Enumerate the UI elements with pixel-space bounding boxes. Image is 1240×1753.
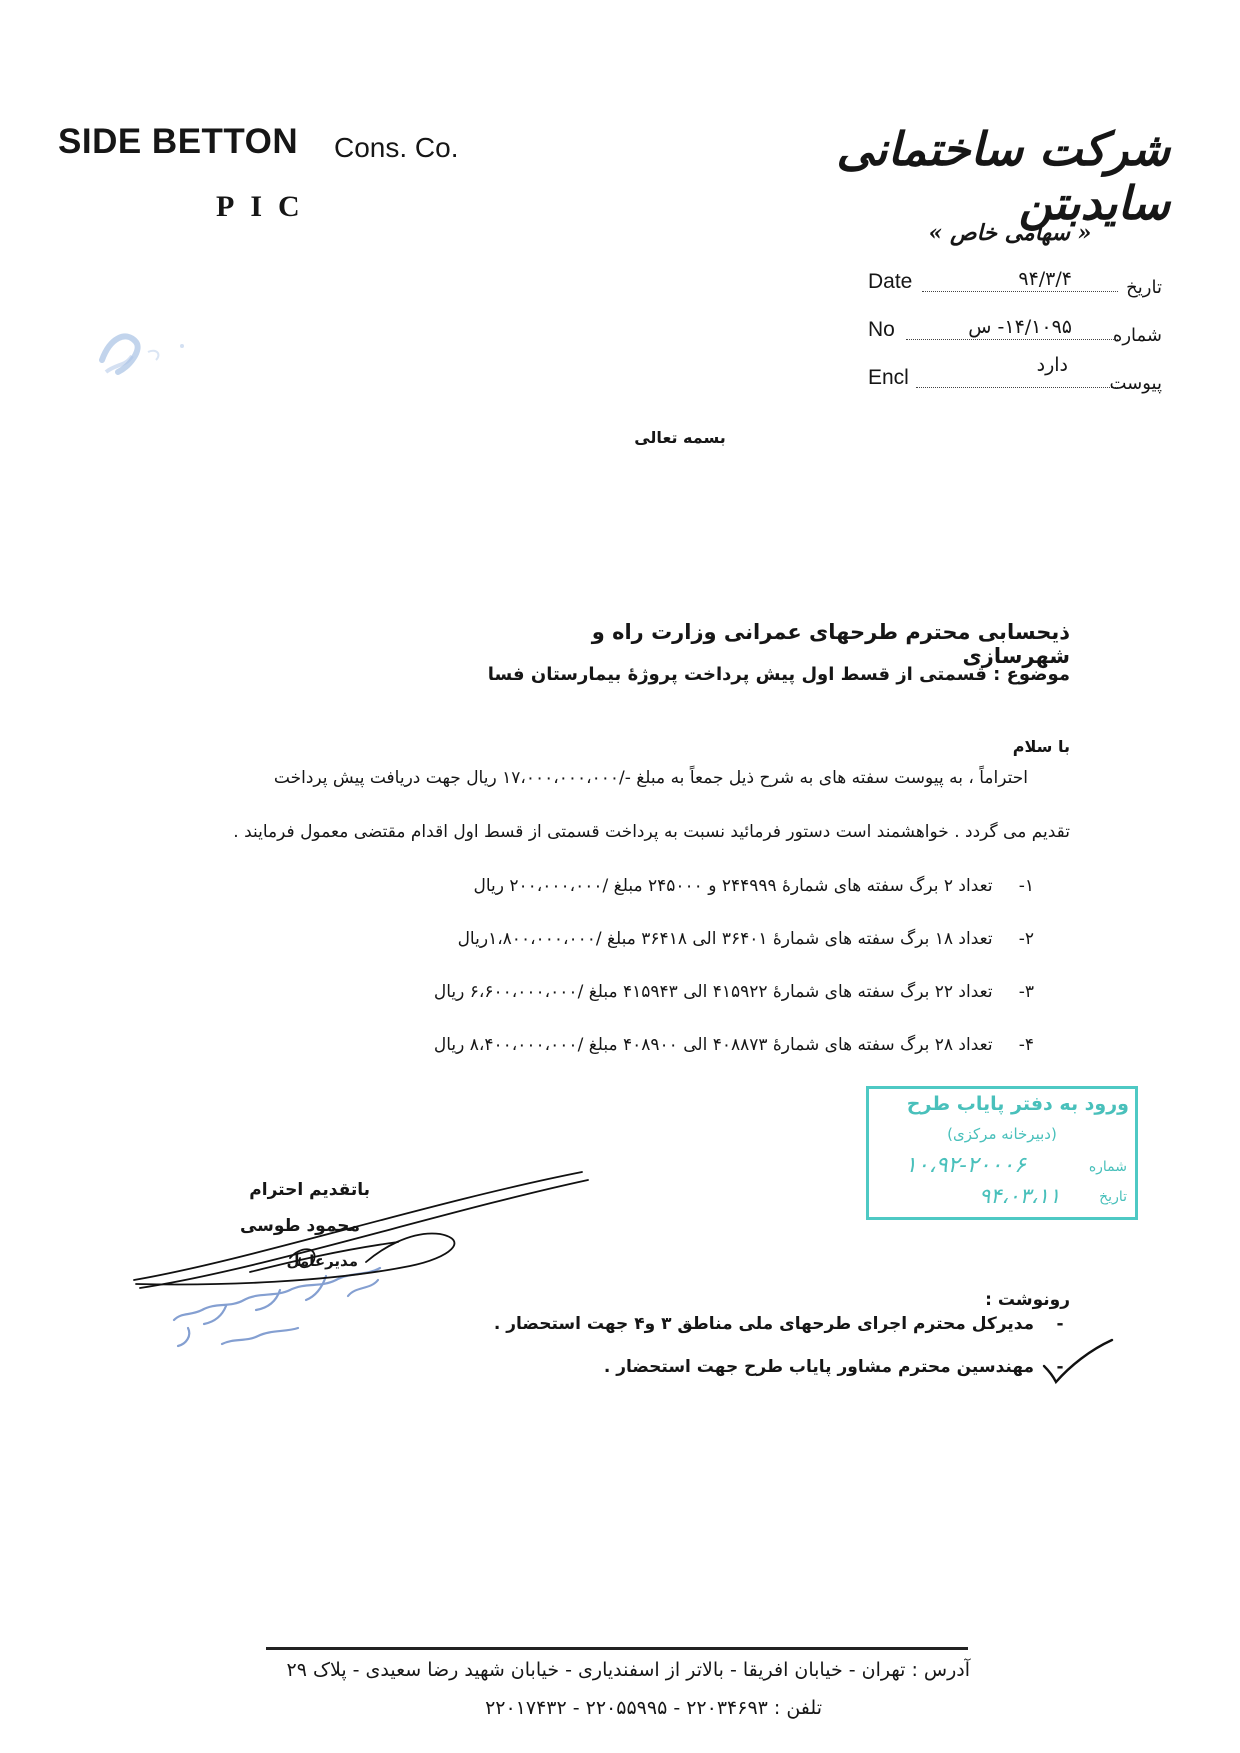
basmala: بسمه تعالی [634, 428, 726, 447]
recipient: ذیحسابی محترم طرحهای عمرانی وزارت راه و شهرسازی [591, 620, 1070, 668]
signer-title: مدیرعامل [286, 1252, 358, 1270]
company-type-fa: « سهامی خاص » [928, 220, 1092, 246]
list-item-number: ۴- [1018, 1035, 1034, 1055]
number-label-en: No [868, 318, 895, 341]
list-item [300, 1035, 1034, 1055]
subject: موضوع : قسمتی از قسط اول پیش پرداخت پروژهٔ بیمارستان فسا [487, 664, 1070, 685]
paragraph-1: احتراماً ، به پیوست سفته های به شرح ذیل جمعاً به مبلغ -/۱۷،۰۰۰،۰۰۰،۰۰۰ ریال جهت دریافت پیش پرداخت [273, 768, 1028, 788]
meta-number-row [868, 306, 1168, 346]
list-item-text: تعداد ۲ برگ سفته های شمارهٔ ۲۴۴۹۹۹ و ۲۴۵۰۰۰ مبلغ /۲۰۰،۰۰۰،۰۰۰ ریال [473, 876, 993, 896]
number-value: ۱۴/۱۰۹۵- س [968, 316, 1072, 338]
stamp-subtitle: (دبیرخانه مرکزی) [947, 1125, 1057, 1143]
date-label-fa: تاریخ [1126, 277, 1162, 298]
stamp-number-label: شماره [1088, 1159, 1127, 1175]
cc-item: - مدیرکل محترم اجرای طرحهای ملی مناطق ۳ و۴ جهت استحضار . [493, 1314, 1064, 1334]
list-item [300, 876, 1034, 896]
date-value: ۹۴/۳/۴ [1018, 268, 1072, 290]
company-name-en: SIDE BETTON [58, 122, 299, 161]
encl-value: دارد [1036, 354, 1068, 376]
footer-rule [266, 1647, 968, 1650]
list-item [300, 982, 1034, 1002]
registration-stamp [866, 1086, 1138, 1220]
company-name-fa: شرکت ساختمانی سایدبتن [836, 122, 1170, 230]
encl-dotted-line [916, 387, 1118, 388]
stamp-date-value: ۹۴،۰۳،۱۱ [979, 1184, 1061, 1208]
checkmark-icon [1040, 1336, 1114, 1388]
greeting: با سلام [1012, 737, 1070, 756]
stamp-date-label: تاریخ [1099, 1189, 1127, 1205]
paragraph-2: تقدیم می گردد . خواهشمند است دستور فرمائید نسبت به پرداخت قسمتی از قسط اول اقدام مقتضی معمول فرمایند . [233, 822, 1070, 842]
company-suffix-en: Cons. Co. [334, 132, 459, 163]
stamp-number-value: ۱۰،۹۲-۲۰۰۰۶ [905, 1153, 1026, 1178]
date-dotted-line [922, 291, 1118, 292]
date-label-en: Date [868, 270, 913, 293]
signer-name: محمود طوسی [239, 1216, 360, 1236]
cc-item-text: مهندسین محترم مشاور پایاب طرح جهت استحضار . [603, 1357, 1035, 1377]
cc-label: رونوشت : [985, 1290, 1070, 1310]
encl-label-en: Encl [868, 366, 909, 389]
list-item-number: ۳- [1018, 982, 1034, 1002]
meta-encl-row [868, 354, 1168, 394]
faded-stamp-mark [96, 320, 206, 390]
company-abbrev: PIC [216, 190, 316, 223]
footer-phone: تلفن : ۲۲۰۳۴۶۹۳ - ۲۲۰۵۵۹۹۵ - ۲۲۰۱۷۴۳۲ [485, 1697, 822, 1719]
number-label-fa: شماره [1112, 325, 1162, 346]
cc-item-text: مدیرکل محترم اجرای طرحهای ملی مناطق ۳ و۴ جهت استحضار . [493, 1314, 1035, 1334]
number-dotted-line [906, 339, 1118, 340]
meta-date-row [868, 258, 1168, 298]
list-item-text: تعداد ۲۸ برگ سفته های شمارهٔ ۴۰۸۸۷۳ الی ۴۰۸۹۰۰ مبلغ /۸،۴۰۰،۰۰۰،۰۰۰ ریال [433, 1035, 993, 1055]
list-item-number: ۱- [1018, 876, 1034, 896]
cc-item: - مهندسین محترم مشاور پایاب طرح جهت استحضار . [603, 1357, 1064, 1377]
list-item-text: تعداد ۲۲ برگ سفته های شمارهٔ ۴۱۵۹۲۲ الی ۴۱۵۹۴۳ مبلغ /۶،۶۰۰،۰۰۰،۰۰۰ ریال [433, 982, 993, 1002]
footer-address: آدرس : تهران - خیابان افریقا - بالاتر از اسفندیاری - خیابان شهید رضا سعیدی - پلاک ۲۹ [286, 1659, 970, 1681]
encl-label-fa: پیوست [1109, 373, 1162, 394]
closing: باتقدیم احترام [249, 1180, 370, 1200]
stamp-title: ورود به دفتر پایاب طرح [906, 1093, 1129, 1115]
list-item [300, 929, 1034, 949]
list-item-text: تعداد ۱۸ برگ سفته های شمارهٔ ۳۶۴۰۱ الی ۳۶۴۱۸ مبلغ /۱،۸۰۰،۰۰۰،۰۰۰ریال [457, 929, 993, 949]
list-item-number: ۲- [1018, 929, 1034, 949]
